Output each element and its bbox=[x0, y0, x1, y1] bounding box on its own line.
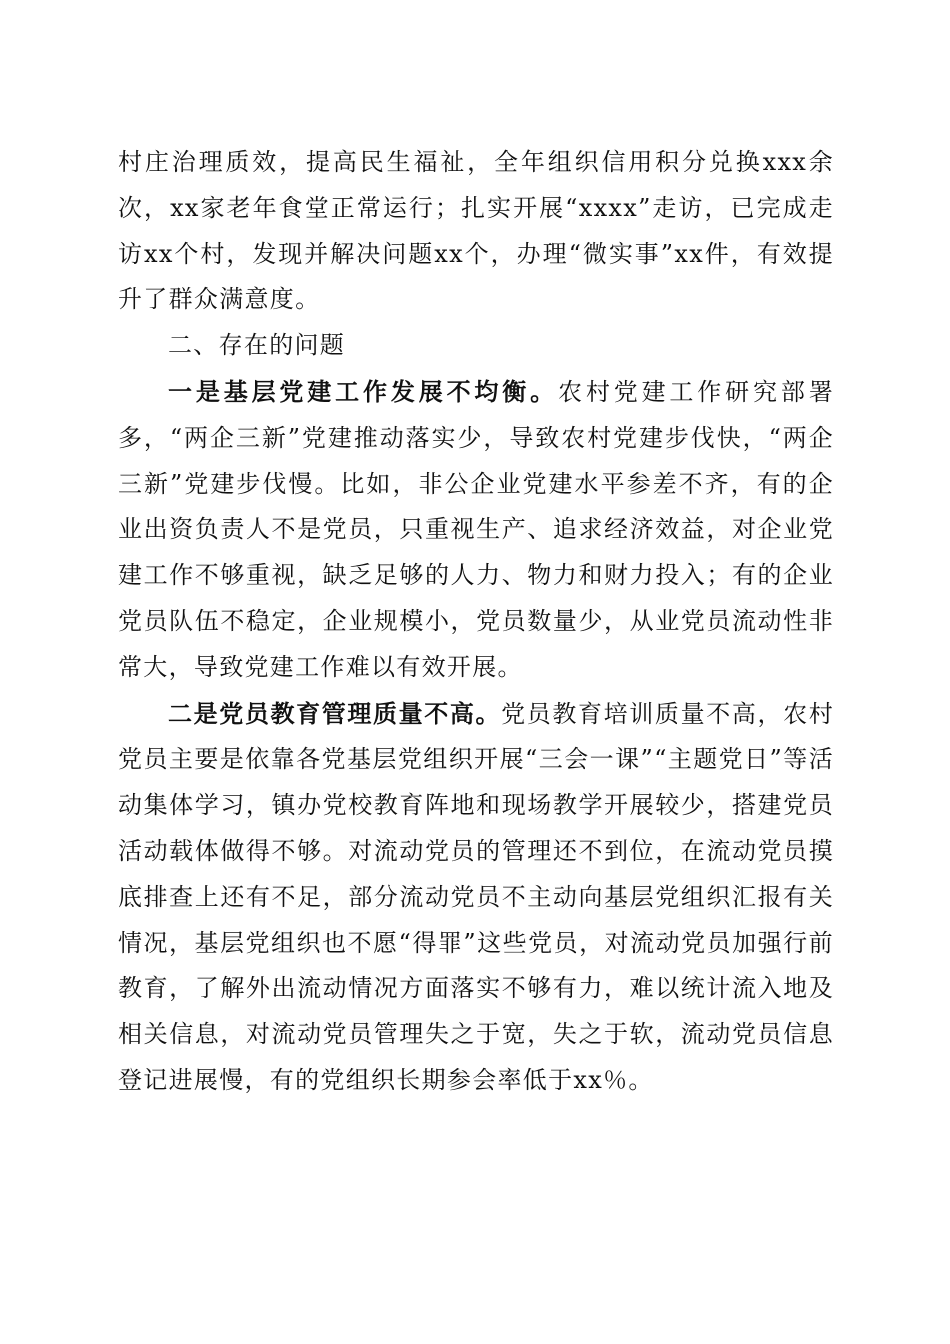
paragraph-body-text: 农村党建工作研究部署多，“两企三新”党建推动落实少，导致农村党建步伐快，“两企三新”党建步伐慢。比如，非公企业党建水平参差不齐，有的企业出资负责人不是党员，只重视生产、追求经济效益，对企业党建工作不够重视，缺乏足够的人力、物力和财力投入；有的企业党员队伍不稳定，企业规模小，党员数量少，从业党员流动性非常大，导致党建工作难以有效开展。 bbox=[118, 377, 835, 681]
paragraph-member-education bbox=[118, 691, 834, 1104]
section-heading: 二、存在的问题 bbox=[168, 331, 346, 360]
document-body bbox=[118, 140, 834, 1104]
paragraph-party-building-imbalance bbox=[118, 369, 834, 691]
paragraph-lead-text: 一是基层党建工作发展不均衡。 bbox=[168, 376, 558, 406]
paragraph-lead-text: 二是党员教育管理质量不高。 bbox=[168, 698, 502, 728]
continuation-paragraph: 村庄治理质效，提高民生福祉，全年组织信用积分兑换xxx余次，xx家老年食堂正常运行；扎实开展“xxxx”走访，已完成走访xx个村，发现并解决问题xx个，办理“微实事”xx件，有效提升了群众满意度。 bbox=[118, 148, 834, 314]
paragraph-body-text: 党员教育培训质量不高，农村党员主要是依靠各党基层党组织开展“三会一课”“主题党日”等活动集体学习，镇办党校教育阵地和现场教学开展较少，搭建党员活动载体做得不够。对流动党员的管理还不到位，在流动党员摸底排查上还有不足，部分流动党员不主动向基层党组织汇报有关情况，基层党组织也不愿“得罪”这些党员，对流动党员加强行前教育，了解外出流动情况方面落实不够有力，难以统计流入地及相关信息，对流动党员管理失之于宽，失之于软，流动党员信息登记进展慢，有的党组织长期参会率低于xx％。 bbox=[118, 699, 835, 1094]
